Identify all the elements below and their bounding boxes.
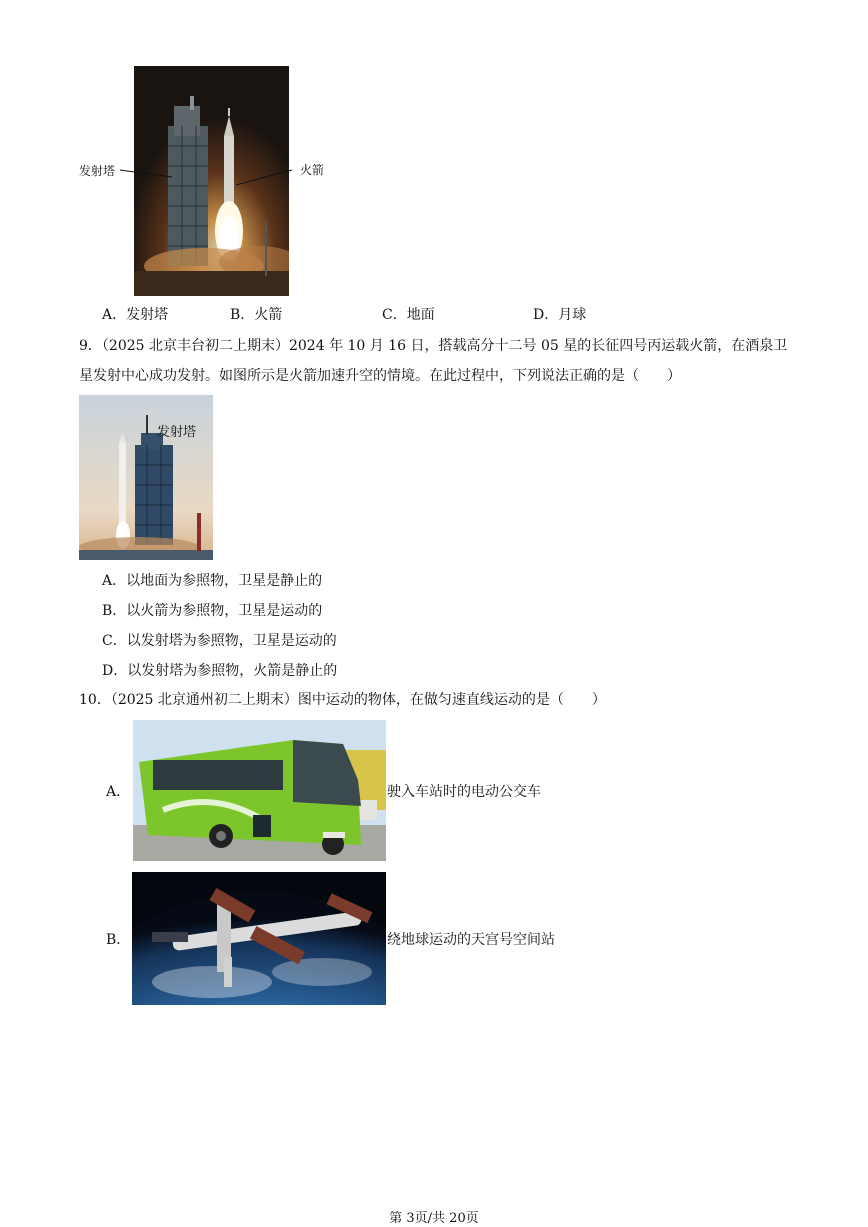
question-10-stem: 10．（2025 北京通州初二上期末）图中运动的物体，在做匀速直线运动的是（ ） — [79, 692, 606, 708]
option-text: 以地面为参照物，卫星是静止的 — [126, 573, 323, 589]
q10-option-a-letter[interactable]: A． — [106, 784, 131, 800]
launch-tower-label: 发射塔 — [157, 425, 197, 440]
q9-option-a[interactable] — [102, 571, 322, 591]
option-text: 地面 — [406, 307, 435, 323]
option-letter: A． — [102, 573, 127, 589]
space-station-photo — [132, 872, 386, 1005]
q9-option-b[interactable] — [102, 601, 322, 621]
q8-option-a[interactable] — [102, 305, 168, 325]
option-letter: C． — [102, 633, 127, 649]
rocket-label: 火箭 — [300, 163, 325, 177]
option-text: 以发射塔为参照物，火箭是静止的 — [127, 663, 338, 679]
option-letter: D． — [102, 663, 128, 679]
q9-option-c[interactable] — [102, 631, 337, 651]
q10-option-a-text: 驶入车站时的电动公交车 — [387, 784, 541, 800]
option-letter: A． — [102, 307, 127, 323]
option-letter: B． — [102, 603, 127, 619]
q9-option-d[interactable] — [102, 661, 337, 681]
q10-option-b-letter[interactable]: B． — [106, 932, 131, 948]
rocket-daytime-launch-photo — [79, 395, 213, 560]
option-text: 发射塔 — [126, 307, 169, 323]
page-number-footer: 第 3页/共 20页 — [389, 1211, 479, 1226]
option-text: 以火箭为参照物，卫星是运动的 — [126, 603, 323, 619]
launch-tower-label: 发射塔 — [79, 164, 116, 178]
q8-option-c[interactable] — [382, 305, 435, 325]
option-text: 火箭 — [254, 307, 283, 323]
leader-lines — [110, 160, 300, 190]
option-letter: C． — [382, 307, 407, 323]
q8-option-d[interactable] — [533, 305, 586, 325]
option-letter: B． — [230, 307, 255, 323]
option-text: 以发射塔为参照物，卫星是运动的 — [126, 633, 337, 649]
electric-bus-photo — [133, 720, 386, 861]
question-9-stem: 9．（2025 北京丰台初二上期末）2024 年 10 月 16 日，搭载高分十二号 05 星的长征四号丙运载火箭，在酒泉卫星发射中心成功发射。如图所示是火箭加速升空的情境。在此过程中，下列说法正确的是（ ） — [79, 338, 788, 384]
q8-option-b[interactable] — [230, 305, 282, 325]
q10-option-b-text: 绕地球运动的天宫号空间站 — [387, 932, 555, 948]
option-text: 月球 — [558, 307, 587, 323]
option-letter: D． — [533, 307, 559, 323]
